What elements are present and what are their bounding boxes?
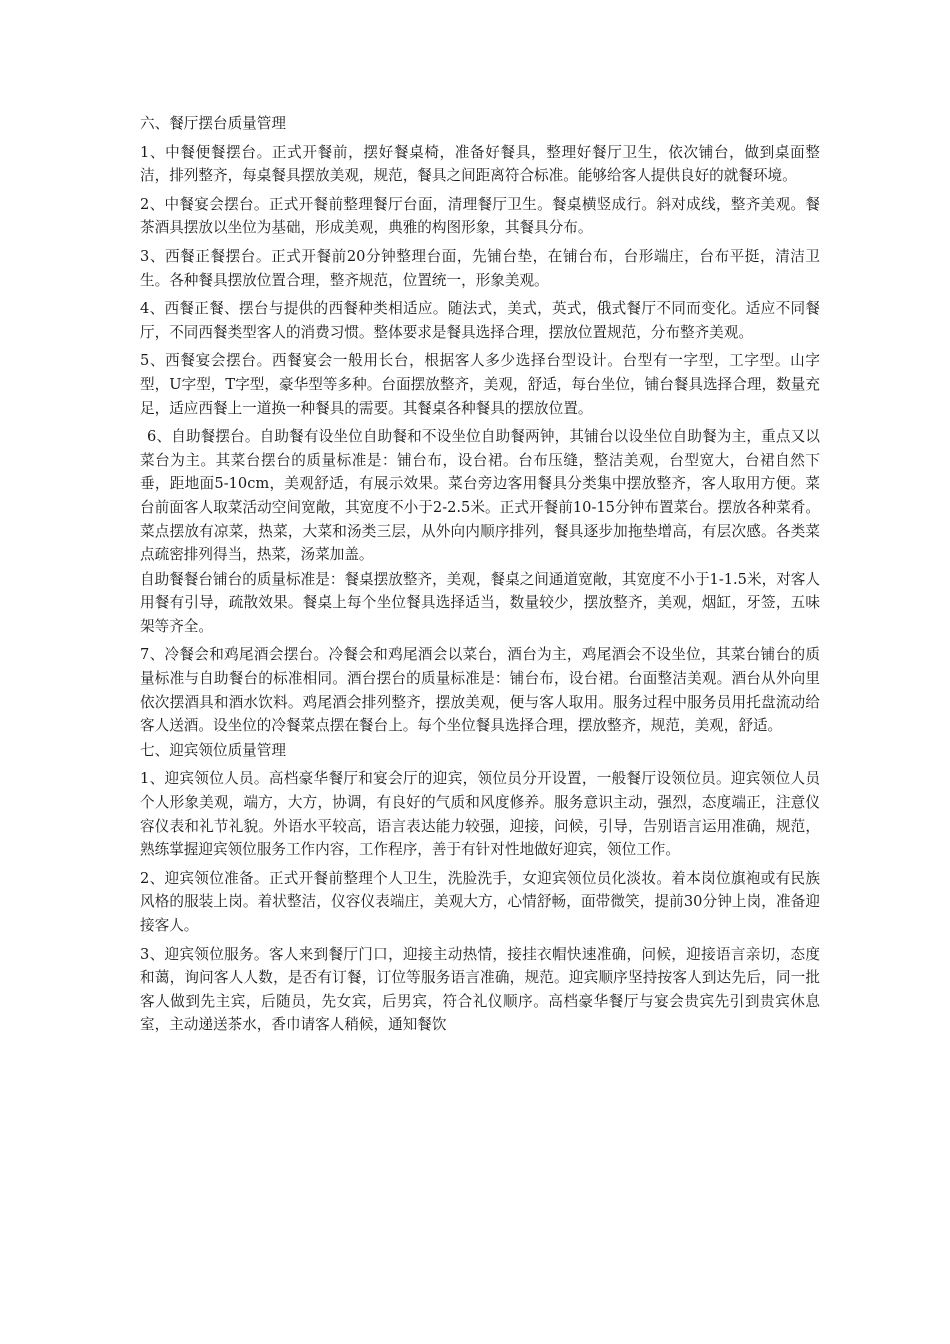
paragraph-host-service: 3、迎宾领位服务。客人来到餐厅门口，迎接主动热情，接挂衣帽快速准确，问候，迎接语言亲切，态度和蔼，询问客人人数，是否有订餐，订位等服务语言准确，规范。迎宾顺序坚持按客人到达先后，同一批客人做到先主宾，后随员，先女宾，后男宾，符合礼仪顺序。高档豪华餐厅与宴会贵宾先引到贵宾休息室，主动递送茶水，香巾请客人稍候，通知餐饮	[140, 945, 820, 1034]
section-heading-6: 六、餐厅摆台质量管理	[140, 115, 286, 132]
paragraph-chinese-casual-setup: 1、中餐便餐摆台。正式开餐前，摆好餐桌椅，准备好餐具，整理好餐厅卫生，依次铺台，做到桌面整洁，排列整齐，每桌餐具摆放美观，规范，餐具之间距离符合标准。能够给客人提供良好的就餐环境。	[140, 143, 820, 185]
document-page	[140, 112, 820, 1042]
paragraph-western-types: 4、西餐正餐、摆台与提供的西餐种类相适应。随法式，美式，英式，俄式餐厅不同而变化。适应不同餐厅，不同西餐类型客人的消费习惯。整体要求是餐具选择合理，摆放位置规范，分布整齐美观。	[140, 300, 820, 341]
paragraph-chinese-banquet-setup: 2、中餐宴会摆台。正式开餐前整理餐厅台面，清理餐厅卫生。餐桌横竖成行。斜对成线，整齐美观。餐茶酒具摆放以坐位为基础，形成美观，典雅的构图形象，其餐具分布。	[140, 195, 820, 237]
paragraph-host-staff: 1、迎宾领位人员。高档豪华餐厅和宴会厅的迎宾，领位员分开设置，一般餐厅设领位员。迎宾领位人员个人形象美观，端方，大方，协调，有良好的气质和风度修养。服务意识主动，强烈，态度端正，注意仪容仪表和礼节礼貌。外语水平较高，语言表达能力较强，迎接，问候，引导，告别语言运用准确，规范，熟练掌握迎宾领位服务工作内容，工作程序，善于有针对性地做好迎宾，领位工作。	[140, 770, 820, 859]
paragraph-buffet-setup: 6、自助餐摆台。自助餐有设坐位自助餐和不设坐位自助餐两钟，其铺台以设坐位自助餐为主，重点又以菜台为主。其菜台摆台的质量标准是：铺台布，设台裙。台布压缝，整洁美观，台型宽大，台裙自然下垂，距地面5-10cm，美观舒适，有展示效果。菜台旁边客用餐具分类集中摆放整齐，客人取用方便。菜台前面客人取菜活动空间宽敞，其宽度不小于2-2.5米。正式开餐前10-15分钟布置菜台。摆放各种菜肴。菜点摆放有凉菜，热菜，大菜和汤类三层，从外向内顺序排列，餐具逐步加拖垫增高，有层次感。各类菜点疏密排列得当，热菜，汤菜加盖。	[140, 428, 820, 564]
paragraph-host-preparation: 2、迎宾领位准备。正式开餐前整理个人卫生，洗脸洗手，女迎宾领位员化淡妆。着本岗位旗袍或有民族风格的服装上岗。着状整洁，仪容仪表端庄，美观大方，心情舒畅，面带微笑，提前30分钟上岗，准备迎接客人。	[140, 869, 820, 934]
paragraph-western-banquet-setup: 5、西餐宴会摆台。西餐宴会一般用长台，根据客人多少选择台型设计。台型有一字型，工字型。山字型，U字型，T字型，豪华型等多种。台面摆放整齐，美观，舒适，每台坐位，铺台餐具选择合理，数量充足，适应西餐上一道换一种餐具的需要。其餐桌各种餐具的摆放位置。	[140, 352, 820, 417]
paragraph-cocktail-setup: 7、冷餐会和鸡尾酒会摆台。冷餐会和鸡尾酒会以菜台，酒台为主，鸡尾酒会不设坐位，其菜台铺台的质量标准与自助餐台的标准相同。酒台摆台的质量标准是：铺台布，设台裙。台面整洁美观。酒台从外向里依次摆酒具和酒水饮料。鸡尾酒会排列整齐，摆放美观，便与客人取用。服务过程中服务员用托盘流动给客人送酒。设坐位的冷餐菜点摆在餐台上。每个坐位餐具选择合理，摆放整齐，规范，美观，舒适。	[140, 646, 820, 735]
section-heading-7: 七、迎宾领位质量管理	[140, 741, 286, 759]
paragraph-buffet-table-standard: 自助餐餐台铺台的质量标准是：餐桌摆放整齐，美观，餐桌之间通道宽敞，其宽度不小于1-1.5米，对客人用餐有引导，疏散效果。餐桌上每个坐位餐具选择适当，数量较少，摆放整齐，美观，烟缸，牙签，五味架等齐全。	[140, 570, 820, 635]
paragraph-western-formal-setup: 3、西餐正餐摆台。正式开餐前20分钟整理台面，先铺台垫，在铺台布，台形端庄，台布平挺，清洁卫生。各种餐具摆放位置合理，整齐规范，位置统一，形象美观。	[140, 247, 820, 289]
